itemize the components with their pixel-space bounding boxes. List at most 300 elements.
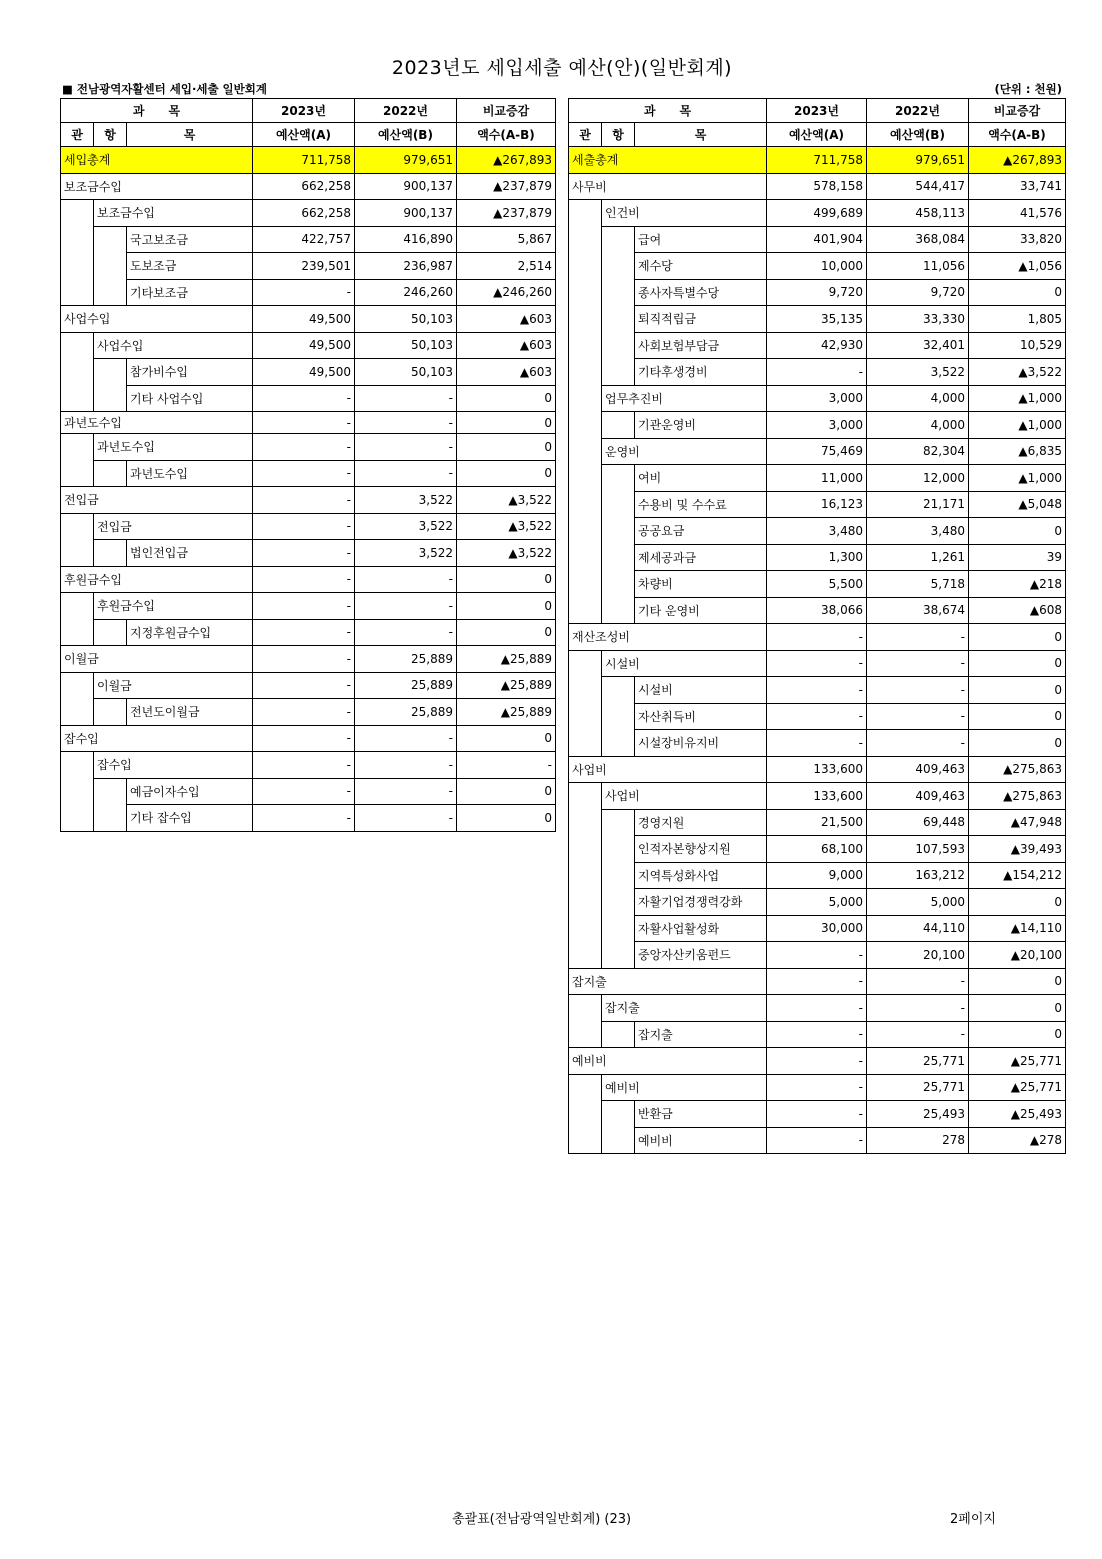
value-2022: -	[355, 460, 457, 487]
value-2022: 236,987	[355, 253, 457, 280]
item-name: 예비비	[635, 1127, 767, 1154]
header-diff: 비교증감	[969, 99, 1066, 123]
value-2022: -	[355, 778, 457, 805]
value-2023: -	[767, 1048, 867, 1075]
table-row	[569, 915, 1066, 942]
value-2023: 16,123	[767, 491, 867, 518]
item-name: 전입금	[61, 487, 253, 514]
indent-gap	[61, 513, 94, 566]
value-2022: 9,720	[867, 279, 969, 306]
header-diff-ab: 액수(A-B)	[969, 123, 1066, 147]
value-2023: 42,930	[767, 332, 867, 359]
value-2023: -	[253, 672, 355, 699]
item-name: 법인전입금	[127, 540, 253, 567]
value-2022: 409,463	[867, 783, 969, 810]
value-2023: 239,501	[253, 253, 355, 280]
table-row	[569, 889, 1066, 916]
item-name: 보조금수입	[61, 173, 253, 200]
value-2022: 4,000	[867, 385, 969, 412]
table-row	[569, 332, 1066, 359]
table-row	[569, 995, 1066, 1022]
table-row	[61, 200, 556, 227]
value-2023: 49,500	[253, 306, 355, 333]
value-2022: 900,137	[355, 173, 457, 200]
indent-gap	[94, 778, 127, 831]
indent-gap	[94, 226, 127, 306]
item-name: 중앙자산키움펀드	[635, 942, 767, 969]
table-row	[61, 566, 556, 593]
value-2023: 9,720	[767, 279, 867, 306]
value-diff: ▲25,493	[969, 1101, 1066, 1128]
value-2023: -	[767, 995, 867, 1022]
value-2023: 3,480	[767, 518, 867, 545]
table-row	[569, 412, 1066, 439]
table-row	[569, 147, 1066, 174]
table-row	[569, 544, 1066, 571]
indent-gap	[94, 540, 127, 567]
value-2022: -	[355, 619, 457, 646]
value-2023: -	[767, 650, 867, 677]
item-name: 공공요금	[635, 518, 767, 545]
table-row	[569, 730, 1066, 757]
value-2023: 711,758	[767, 147, 867, 174]
header-hang: 항	[94, 123, 127, 147]
table-row	[569, 862, 1066, 889]
value-2022: 979,651	[867, 147, 969, 174]
table-row	[61, 725, 556, 752]
item-name: 시설비	[602, 650, 767, 677]
value-2022: 33,330	[867, 306, 969, 333]
value-2023: -	[253, 540, 355, 567]
value-2023: 5,000	[767, 889, 867, 916]
indent-gap	[569, 783, 602, 969]
value-2022: 5,718	[867, 571, 969, 598]
value-diff: ▲25,771	[969, 1048, 1066, 1075]
value-2023: -	[253, 778, 355, 805]
page-title: 2023년도 세입세출 예산(안)(일반회계)	[391, 57, 733, 79]
value-diff: ▲6,835	[969, 438, 1066, 465]
item-name: 자산취득비	[635, 703, 767, 730]
value-2022: -	[355, 725, 457, 752]
table-row	[61, 147, 556, 174]
value-2022: 3,480	[867, 518, 969, 545]
value-diff: 0	[457, 619, 556, 646]
value-2022: 5,000	[867, 889, 969, 916]
value-2022: 50,103	[355, 332, 457, 359]
value-2022: -	[867, 968, 969, 995]
header-gwan: 관	[569, 123, 602, 147]
table-row	[569, 968, 1066, 995]
item-name: 잡지출	[635, 1021, 767, 1048]
table-row	[61, 332, 556, 359]
value-2023: 422,757	[253, 226, 355, 253]
table-row	[569, 809, 1066, 836]
value-diff: 0	[969, 677, 1066, 704]
value-2023: -	[767, 703, 867, 730]
table-row	[61, 646, 556, 673]
value-diff: 0	[969, 968, 1066, 995]
table-row	[61, 460, 556, 487]
item-name: 예비비	[569, 1048, 767, 1075]
indent-gap	[602, 226, 635, 385]
item-name: 업무추진비	[602, 385, 767, 412]
header-2023: 2023년	[253, 99, 355, 123]
value-diff: 0	[457, 778, 556, 805]
value-2022: 4,000	[867, 412, 969, 439]
item-name: 후원금수입	[94, 593, 253, 620]
item-name: 시설비	[635, 677, 767, 704]
item-name: 종사자특별수당	[635, 279, 767, 306]
value-2023: 35,135	[767, 306, 867, 333]
value-2023: -	[253, 593, 355, 620]
value-2022: 1,261	[867, 544, 969, 571]
item-name: 사업수입	[94, 332, 253, 359]
header-row-1	[61, 99, 556, 123]
item-name: 재산조성비	[569, 624, 767, 651]
item-name: 잡지출	[602, 995, 767, 1022]
value-diff: ▲608	[969, 597, 1066, 624]
value-diff: ▲3,522	[969, 359, 1066, 386]
value-2023: -	[253, 279, 355, 306]
value-diff: 0	[969, 624, 1066, 651]
item-name: 사업수입	[61, 306, 253, 333]
value-2023: 133,600	[767, 756, 867, 783]
table-row	[61, 253, 556, 280]
item-name: 인적자본향상지원	[635, 836, 767, 863]
value-2022: -	[355, 752, 457, 779]
table-row	[569, 836, 1066, 863]
value-2022: -	[355, 412, 457, 434]
value-2023: -	[253, 805, 355, 832]
value-diff: ▲39,493	[969, 836, 1066, 863]
value-2022: 900,137	[355, 200, 457, 227]
value-diff: 0	[969, 889, 1066, 916]
value-2022: 278	[867, 1127, 969, 1154]
table-row	[61, 434, 556, 461]
value-2022: 246,260	[355, 279, 457, 306]
value-diff: ▲25,889	[457, 699, 556, 726]
unit-label: (단위 : 천원)	[994, 82, 1062, 96]
value-2022: -	[867, 650, 969, 677]
value-diff: ▲237,879	[457, 173, 556, 200]
value-2023: -	[253, 699, 355, 726]
header-hang: 항	[602, 123, 635, 147]
value-2022: -	[355, 385, 457, 412]
table-subtitle: ■ 전남광역자활센터 세입·세출 일반회계	[62, 82, 267, 96]
value-2023: 49,500	[253, 332, 355, 359]
item-name: 보조금수입	[94, 200, 253, 227]
value-diff: -	[457, 752, 556, 779]
indent-gap	[94, 619, 127, 646]
item-name: 기타 운영비	[635, 597, 767, 624]
table-row	[61, 513, 556, 540]
item-name: 과년도수입	[61, 412, 253, 434]
table-row	[569, 942, 1066, 969]
item-name: 예비비	[602, 1074, 767, 1101]
value-diff: 0	[457, 412, 556, 434]
item-name: 잡지출	[569, 968, 767, 995]
indent-gap	[602, 465, 635, 624]
value-2023: 1,300	[767, 544, 867, 571]
table-row	[61, 279, 556, 306]
value-2023: -	[767, 968, 867, 995]
table-row	[569, 783, 1066, 810]
value-2022: 163,212	[867, 862, 969, 889]
item-name: 차량비	[635, 571, 767, 598]
table-row	[569, 1101, 1066, 1128]
item-name: 자활사업활성화	[635, 915, 767, 942]
header-budget-b: 예산액(B)	[355, 123, 457, 147]
indent-gap	[94, 460, 127, 487]
indent-gap	[569, 200, 602, 624]
value-2022: 409,463	[867, 756, 969, 783]
value-2023: -	[767, 677, 867, 704]
item-name: 지역특성화사업	[635, 862, 767, 889]
table-row	[569, 1021, 1066, 1048]
value-diff: 0	[457, 385, 556, 412]
value-2022: -	[867, 624, 969, 651]
table-row	[61, 672, 556, 699]
indent-gap	[94, 359, 127, 412]
table-row	[569, 438, 1066, 465]
value-2023: -	[767, 730, 867, 757]
table-row	[569, 491, 1066, 518]
value-2022: 544,417	[867, 173, 969, 200]
table-row	[569, 518, 1066, 545]
value-2023: -	[767, 1021, 867, 1048]
item-name: 과년도수입	[127, 460, 253, 487]
value-diff: ▲20,100	[969, 942, 1066, 969]
item-name: 기타후생경비	[635, 359, 767, 386]
item-name: 수용비 및 수수료	[635, 491, 767, 518]
indent-gap	[61, 672, 94, 725]
value-2023: 499,689	[767, 200, 867, 227]
table-row	[61, 805, 556, 832]
value-diff: 0	[969, 730, 1066, 757]
indent-gap	[602, 809, 635, 968]
table-row	[569, 650, 1066, 677]
value-2023: -	[253, 619, 355, 646]
value-2022: 25,771	[867, 1074, 969, 1101]
item-name: 운영비	[602, 438, 767, 465]
value-2022: 50,103	[355, 359, 457, 386]
value-diff: 0	[969, 518, 1066, 545]
header-gwan: 관	[61, 123, 94, 147]
value-2023: -	[767, 942, 867, 969]
value-diff: 0	[969, 650, 1066, 677]
header-gwamok: 과 목	[569, 99, 767, 123]
item-name: 잡수입	[61, 725, 253, 752]
value-2022: 69,448	[867, 809, 969, 836]
value-2022: -	[355, 434, 457, 461]
item-name: 사회보험부담금	[635, 332, 767, 359]
value-2023: 401,904	[767, 226, 867, 253]
indent-gap	[61, 434, 94, 487]
header-2022: 2022년	[867, 99, 969, 123]
value-diff: 0	[457, 593, 556, 620]
table-row	[569, 597, 1066, 624]
value-diff: 0	[457, 725, 556, 752]
item-name: 시설장비유지비	[635, 730, 767, 757]
value-2023: 75,469	[767, 438, 867, 465]
value-2023: 9,000	[767, 862, 867, 889]
item-name: 사무비	[569, 173, 767, 200]
value-2022: 44,110	[867, 915, 969, 942]
header-diff: 비교증감	[457, 99, 556, 123]
table-row	[569, 1048, 1066, 1075]
value-2023: 711,758	[253, 147, 355, 174]
value-2023: -	[253, 434, 355, 461]
indent-gap	[61, 752, 94, 832]
value-2022: 32,401	[867, 332, 969, 359]
item-name: 사업비	[602, 783, 767, 810]
value-2023: -	[253, 513, 355, 540]
value-diff: 0	[457, 566, 556, 593]
value-2022: 25,889	[355, 672, 457, 699]
value-diff: 5,867	[457, 226, 556, 253]
item-name: 퇴직적립금	[635, 306, 767, 333]
value-2023: -	[767, 359, 867, 386]
item-name: 기타 잡수입	[127, 805, 253, 832]
value-2023: 68,100	[767, 836, 867, 863]
value-2023: -	[253, 385, 355, 412]
table-row	[61, 752, 556, 779]
expenditure-table	[568, 98, 1066, 1154]
table-row	[61, 412, 556, 434]
value-2022: 3,522	[355, 513, 457, 540]
item-name: 급여	[635, 226, 767, 253]
value-diff: 0	[969, 703, 1066, 730]
value-2023: -	[253, 646, 355, 673]
table-row	[569, 226, 1066, 253]
value-diff: ▲5,048	[969, 491, 1066, 518]
value-2023: -	[767, 1127, 867, 1154]
item-name: 세출총계	[569, 147, 767, 174]
value-2023: 3,000	[767, 385, 867, 412]
header-budget-b: 예산액(B)	[867, 123, 969, 147]
footer-caption: 총괄표(전남광역일반회계) (23)	[452, 1512, 632, 1527]
value-diff: ▲25,889	[457, 672, 556, 699]
table-row	[569, 571, 1066, 598]
value-diff: ▲603	[457, 332, 556, 359]
value-diff: 0	[457, 805, 556, 832]
table-row	[569, 1127, 1066, 1154]
item-name: 경영지원	[635, 809, 767, 836]
value-2022: 107,593	[867, 836, 969, 863]
value-2022: 25,493	[867, 1101, 969, 1128]
value-diff: ▲275,863	[969, 756, 1066, 783]
value-2022: 82,304	[867, 438, 969, 465]
value-2023: -	[767, 624, 867, 651]
table-row	[61, 226, 556, 253]
value-2022: 50,103	[355, 306, 457, 333]
value-diff: 0	[969, 995, 1066, 1022]
value-diff: ▲275,863	[969, 783, 1066, 810]
item-name: 제세공과금	[635, 544, 767, 571]
header-budget-a: 예산액(A)	[767, 123, 867, 147]
item-name: 국고보조금	[127, 226, 253, 253]
table-row	[61, 619, 556, 646]
item-name: 자활기업경쟁력강화	[635, 889, 767, 916]
value-2023: -	[253, 725, 355, 752]
header-2022: 2022년	[355, 99, 457, 123]
value-2022: 21,171	[867, 491, 969, 518]
table-row	[569, 173, 1066, 200]
table-row	[61, 593, 556, 620]
item-name: 제수당	[635, 253, 767, 280]
indent-gap	[602, 1021, 635, 1048]
value-diff: 33,820	[969, 226, 1066, 253]
table-row	[61, 699, 556, 726]
revenue-table	[60, 98, 556, 832]
item-name: 이월금	[94, 672, 253, 699]
item-name: 전입금	[94, 513, 253, 540]
table-row	[61, 359, 556, 386]
value-2022: -	[867, 703, 969, 730]
value-diff: ▲25,771	[969, 1074, 1066, 1101]
value-2023: -	[253, 566, 355, 593]
table-row	[61, 173, 556, 200]
value-2022: 11,056	[867, 253, 969, 280]
value-diff: ▲1,000	[969, 385, 1066, 412]
value-diff: ▲47,948	[969, 809, 1066, 836]
item-name: 인건비	[602, 200, 767, 227]
indent-gap	[569, 995, 602, 1048]
value-diff: ▲154,212	[969, 862, 1066, 889]
value-2022: 368,084	[867, 226, 969, 253]
value-diff: 0	[457, 460, 556, 487]
header-gwamok: 과 목	[61, 99, 253, 123]
value-2022: 12,000	[867, 465, 969, 492]
table-row	[569, 465, 1066, 492]
value-2023: 49,500	[253, 359, 355, 386]
value-2023: 11,000	[767, 465, 867, 492]
value-2022: 25,889	[355, 699, 457, 726]
value-diff: ▲278	[969, 1127, 1066, 1154]
item-name: 후원금수입	[61, 566, 253, 593]
value-2022: -	[867, 1021, 969, 1048]
table-row	[61, 540, 556, 567]
item-name: 전년도이월금	[127, 699, 253, 726]
value-2022: -	[355, 593, 457, 620]
indent-gap	[569, 1074, 602, 1154]
table-row	[61, 306, 556, 333]
indent-gap	[61, 200, 94, 306]
table-row	[569, 756, 1066, 783]
value-2023: 662,258	[253, 173, 355, 200]
value-2023: -	[253, 752, 355, 779]
item-name: 예금이자수입	[127, 778, 253, 805]
indent-gap	[602, 677, 635, 757]
table-row	[569, 306, 1066, 333]
indent-gap	[569, 650, 602, 756]
header-diff-ab: 액수(A-B)	[457, 123, 556, 147]
indent-gap	[602, 412, 635, 439]
value-diff: 0	[457, 434, 556, 461]
value-diff: ▲603	[457, 359, 556, 386]
value-diff: ▲14,110	[969, 915, 1066, 942]
value-2023: 578,158	[767, 173, 867, 200]
value-diff: ▲3,522	[457, 487, 556, 514]
value-2022: -	[355, 566, 457, 593]
value-diff: ▲603	[457, 306, 556, 333]
indent-gap	[61, 332, 94, 412]
item-name: 기타 사업수입	[127, 385, 253, 412]
item-name: 과년도수입	[94, 434, 253, 461]
value-2023: 38,066	[767, 597, 867, 624]
header-2023: 2023년	[767, 99, 867, 123]
table-row	[569, 624, 1066, 651]
